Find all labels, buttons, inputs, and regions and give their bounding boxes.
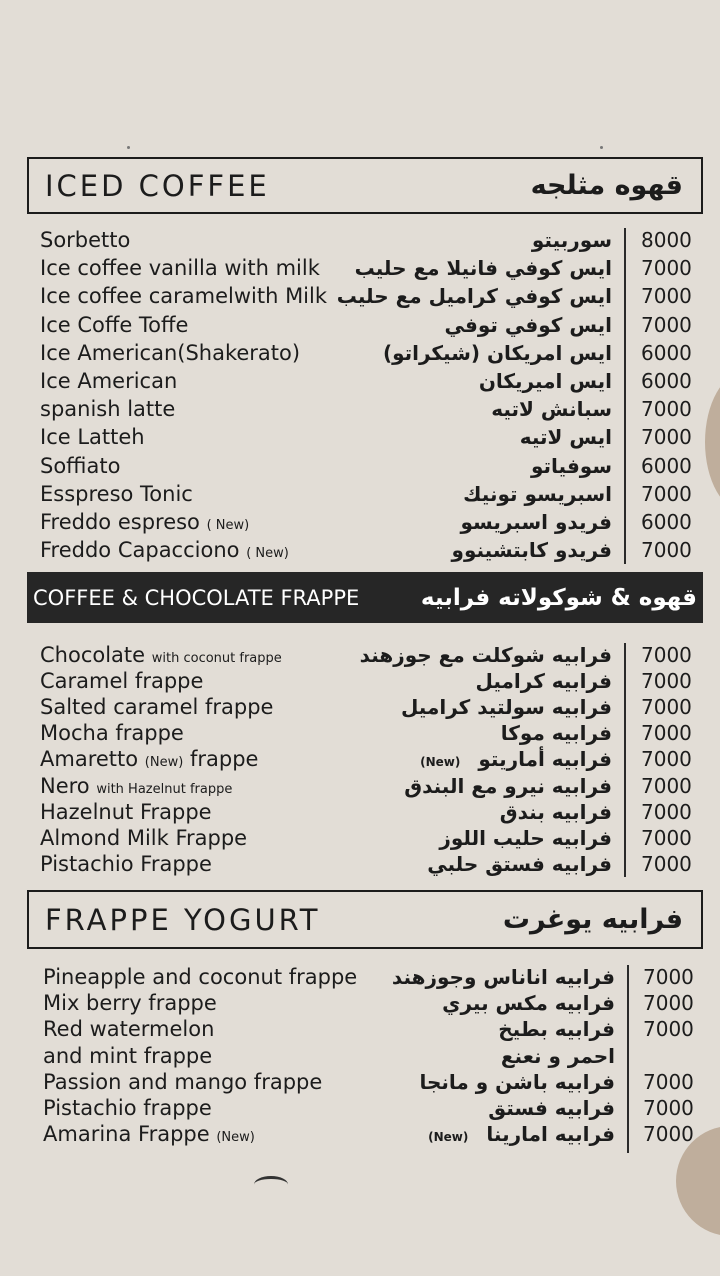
item-name-ar-main: فرابيه اناناس وجوزهند bbox=[391, 965, 615, 989]
item-name-en-main: Ice American bbox=[40, 369, 178, 393]
item-price: 7000 bbox=[641, 312, 692, 337]
item-name-en-main: Ice Coffe Toffe bbox=[40, 312, 189, 337]
menu-item-row bbox=[0, 311, 720, 339]
item-name-ar bbox=[442, 989, 615, 1017]
item-new-badge-ar: (New) bbox=[428, 1130, 469, 1145]
item-name-ar bbox=[460, 508, 612, 536]
item-name-ar-main: فرابيه مكس بيري bbox=[442, 991, 615, 1016]
item-name-ar bbox=[500, 798, 612, 826]
item-price: 7000 bbox=[643, 1122, 694, 1147]
item-name-en bbox=[40, 850, 212, 878]
item-name-en-main: Amarina Frappe bbox=[43, 1122, 210, 1147]
item-name-en bbox=[40, 480, 193, 508]
item-name-ar-main: فرابيه أماريتو bbox=[478, 747, 612, 772]
item-price: 7000 bbox=[641, 481, 692, 506]
item-name-en-main: Almond Milk Frappe bbox=[40, 825, 248, 850]
item-name-ar-main: احمر و نعنع bbox=[500, 1043, 615, 1068]
item-price: 7000 bbox=[643, 1017, 694, 1042]
item-name-ar-main: ايس اميريكان bbox=[478, 369, 612, 393]
item-note-en: with Hazelnut frappe bbox=[96, 781, 233, 797]
item-name-en bbox=[40, 226, 130, 254]
menu-item-row bbox=[0, 850, 720, 878]
item-name-en bbox=[43, 963, 357, 991]
item-name-ar-main: ايس امريكان (شيكراتو) bbox=[382, 340, 612, 365]
menu-item-row bbox=[0, 667, 720, 695]
item-name-ar bbox=[501, 719, 612, 747]
menu-item-row bbox=[0, 423, 720, 451]
item-name-ar-main: ايس كوفي فانيلا مع حليب bbox=[354, 256, 612, 281]
item-name-en-main: Freddo espreso bbox=[40, 510, 200, 534]
item-name-en bbox=[40, 798, 212, 826]
item-name-en-tail: frappe bbox=[189, 747, 259, 772]
item-name-en-main: Ice Latteh bbox=[40, 425, 145, 450]
item-name-en bbox=[43, 1120, 255, 1152]
item-name-ar bbox=[532, 226, 612, 254]
item-name-ar bbox=[501, 1042, 615, 1070]
menu-item-row bbox=[0, 480, 720, 508]
item-name-en-main: Esspreso Tonic bbox=[40, 481, 193, 506]
item-name-ar bbox=[520, 423, 612, 451]
menu-item-row bbox=[0, 693, 720, 721]
item-price: 7000 bbox=[641, 538, 692, 563]
item-name-ar-main: فريدو كابتشينوو bbox=[451, 538, 612, 563]
item-name-ar-main: ايس كوفي توفي bbox=[444, 312, 612, 337]
item-name-en bbox=[40, 339, 300, 367]
item-name-ar bbox=[383, 339, 612, 367]
item-name-ar-main: فرابيه كراميل bbox=[475, 669, 612, 694]
item-name-ar-main: فرابيه فستق حلبي bbox=[427, 851, 612, 876]
item-name-en-main: Sorbetto bbox=[40, 228, 131, 252]
menu-item-row bbox=[0, 989, 720, 1017]
item-name-ar bbox=[476, 667, 612, 695]
item-name-en-main: Mocha frappe bbox=[40, 721, 184, 746]
item-name-en bbox=[43, 1015, 214, 1043]
menu-item-row bbox=[0, 798, 720, 826]
item-name-ar bbox=[337, 282, 612, 310]
item-name-ar-main: سوفياتو bbox=[530, 453, 612, 478]
menu-item-row bbox=[0, 395, 720, 423]
item-name-en-main: Caramel frappe bbox=[40, 669, 204, 694]
item-name-en bbox=[43, 1068, 322, 1096]
menu-item-row bbox=[0, 1120, 720, 1148]
item-name-en bbox=[40, 667, 203, 695]
item-name-en-main: Mix berry frappe bbox=[43, 991, 217, 1016]
item-price: 7000 bbox=[641, 284, 692, 309]
item-name-ar-main: سبانش لاتيه bbox=[491, 397, 612, 422]
item-name-en bbox=[43, 1042, 212, 1070]
item-name-ar-main: فرابيه امارينا bbox=[486, 1122, 615, 1147]
item-name-ar bbox=[439, 824, 612, 852]
item-name-en bbox=[40, 452, 120, 480]
item-new-badge-ar: (New) bbox=[420, 755, 461, 770]
item-name-en bbox=[40, 693, 273, 721]
item-name-en-main: Chocolate bbox=[40, 643, 146, 667]
item-name-ar-main: ايس لاتيه bbox=[519, 425, 612, 450]
item-price: 6000 bbox=[641, 369, 692, 393]
menu-item-row bbox=[0, 745, 720, 773]
menu-item-row bbox=[0, 536, 720, 564]
menu-item-row bbox=[0, 1015, 720, 1043]
item-name-ar-main: فرابيه بطيخ bbox=[498, 1017, 615, 1042]
section-title-en: COFFEE & CHOCOLATE FRAPPE bbox=[33, 585, 360, 610]
item-name-en bbox=[43, 1094, 212, 1122]
menu-item-row bbox=[0, 772, 720, 800]
item-price: 7000 bbox=[641, 773, 692, 798]
item-name-ar-main: اسبريسو تونيك bbox=[463, 481, 612, 506]
item-note-en: (New) bbox=[144, 755, 184, 771]
decorative-dot bbox=[127, 146, 130, 149]
item-name-ar bbox=[463, 480, 612, 508]
item-name-en-main: Pistachio frappe bbox=[43, 1096, 212, 1120]
item-name-en bbox=[40, 395, 175, 423]
item-note-en: ( New) bbox=[246, 546, 289, 562]
item-name-ar bbox=[404, 772, 612, 800]
item-name-ar bbox=[392, 963, 615, 991]
item-name-en bbox=[40, 282, 327, 310]
item-name-ar bbox=[401, 693, 612, 721]
item-name-ar-main: فرابيه بندق bbox=[499, 799, 612, 824]
item-price: 7000 bbox=[641, 695, 692, 720]
item-name-ar-main: ايس كوفي كراميل مع حليب bbox=[336, 284, 612, 309]
item-name-en-main: Pineapple and coconut frappe bbox=[43, 965, 358, 989]
item-name-ar bbox=[360, 641, 612, 669]
item-name-ar bbox=[445, 311, 612, 339]
item-name-ar bbox=[452, 536, 612, 564]
item-name-ar-main: فرابيه موكا bbox=[500, 721, 612, 746]
section-title-en: ICED COFFEE bbox=[45, 168, 270, 203]
menu-item-row bbox=[0, 226, 720, 254]
menu-item-row bbox=[0, 1094, 720, 1122]
item-name-en bbox=[43, 989, 217, 1017]
menu-item-row bbox=[0, 367, 720, 395]
section-title-ar: فرابيه يوغرت bbox=[502, 904, 683, 935]
item-name-en-main: Passion and mango frappe bbox=[43, 1069, 323, 1094]
menu-item-row bbox=[0, 1068, 720, 1096]
item-name-en-main: Amaretto bbox=[40, 747, 139, 772]
item-price: 6000 bbox=[641, 510, 692, 534]
menu-item-row bbox=[0, 963, 720, 991]
section-title-ar: قهوه & شوكولاته فرابيه bbox=[420, 584, 697, 611]
item-name-en-main: Soffiato bbox=[40, 453, 121, 478]
item-name-en bbox=[40, 536, 289, 568]
menu-item-row bbox=[0, 282, 720, 310]
item-note-en: with coconut frappe bbox=[151, 651, 282, 666]
item-name-ar-main: فرابيه نيرو مع البندق bbox=[404, 773, 612, 798]
item-price: 7000 bbox=[641, 669, 692, 694]
decorative-arc bbox=[254, 1176, 288, 1193]
item-price: 7000 bbox=[641, 851, 692, 876]
item-name-en bbox=[40, 311, 188, 339]
item-name-ar bbox=[355, 254, 612, 282]
item-price: 6000 bbox=[641, 453, 692, 478]
section-title-en: FRAPPE YOGURT bbox=[45, 902, 321, 937]
item-note-en: ( New) bbox=[206, 518, 250, 533]
item-note-en: (New) bbox=[216, 1130, 255, 1146]
menu-item-row bbox=[0, 254, 720, 282]
item-price: 7000 bbox=[643, 991, 694, 1016]
item-name-en bbox=[40, 508, 249, 540]
item-name-ar-main: فرابيه فستق bbox=[488, 1096, 615, 1120]
decorative-dot bbox=[600, 146, 603, 149]
item-name-ar-main: فرابيه شوكلت مع جوزهند bbox=[359, 643, 612, 667]
item-name-ar bbox=[419, 1068, 615, 1096]
item-price: 7000 bbox=[641, 747, 692, 772]
item-name-en-main: Nero bbox=[40, 773, 90, 798]
item-price: 7000 bbox=[641, 825, 692, 850]
item-name-en-main: and mint frappe bbox=[43, 1043, 213, 1068]
item-name-ar-main: فرابيه حليب اللوز bbox=[439, 825, 612, 850]
item-name-en bbox=[40, 719, 184, 747]
item-name-en-main: spanish latte bbox=[40, 397, 176, 422]
item-name-ar-main: فريدو اسبريسو bbox=[460, 510, 612, 534]
section-header-frappe-yogurt bbox=[27, 890, 703, 949]
menu-item-row bbox=[0, 339, 720, 367]
item-name-en-main: Ice coffee caramelwith Milk bbox=[40, 284, 328, 309]
item-name-en bbox=[40, 367, 177, 395]
section-title-ar: قهوه مثلجه bbox=[530, 170, 683, 201]
item-name-ar bbox=[498, 1015, 615, 1043]
item-name-en-main: Red watermelon bbox=[43, 1017, 215, 1042]
menu-item-row bbox=[0, 452, 720, 480]
menu-item-row bbox=[0, 824, 720, 852]
item-name-en-main: Pistachio Frappe bbox=[40, 851, 212, 876]
item-name-ar-main: سوربيتو bbox=[531, 228, 612, 252]
item-name-en bbox=[40, 824, 247, 852]
item-name-ar-main: فرابيه سولتيد كراميل bbox=[400, 695, 612, 720]
item-name-ar bbox=[479, 367, 612, 395]
item-price: 7000 bbox=[643, 1069, 694, 1094]
item-name-ar bbox=[491, 395, 612, 423]
item-price: 7000 bbox=[641, 799, 692, 824]
item-name-ar-main: فرابيه باشن و مانجا bbox=[419, 1069, 615, 1094]
item-name-en-main: Freddo Capacciono bbox=[40, 538, 240, 563]
item-price: 7000 bbox=[641, 397, 692, 422]
item-name-en-main: Hazelnut Frappe bbox=[40, 799, 212, 824]
item-price: 7000 bbox=[641, 721, 692, 746]
item-name-en-main: Salted caramel frappe bbox=[40, 695, 274, 720]
item-name-ar bbox=[427, 850, 612, 878]
item-name-ar bbox=[531, 452, 612, 480]
section-header-coffee-chocolate-frappe bbox=[27, 572, 703, 623]
item-name-en bbox=[40, 254, 320, 282]
item-price: 7000 bbox=[643, 1096, 694, 1120]
menu-item-row bbox=[0, 719, 720, 747]
item-name-en bbox=[40, 423, 145, 451]
section-header-iced-coffee bbox=[27, 157, 703, 214]
item-name-ar bbox=[428, 1120, 615, 1151]
item-price: 7000 bbox=[641, 425, 692, 450]
item-price: 6000 bbox=[641, 340, 692, 365]
item-price: 7000 bbox=[643, 965, 694, 989]
item-price: 8000 bbox=[641, 228, 692, 252]
item-name-ar bbox=[488, 1094, 615, 1122]
menu-item-row bbox=[0, 508, 720, 536]
item-price: 7000 bbox=[641, 643, 692, 667]
menu-item-row bbox=[0, 641, 720, 669]
item-name-en-main: Ice coffee vanilla with milk bbox=[40, 256, 320, 281]
item-name-en-main: Ice American(Shakerato) bbox=[40, 340, 301, 365]
menu-item-row bbox=[0, 1042, 720, 1070]
item-price: 7000 bbox=[641, 256, 692, 281]
